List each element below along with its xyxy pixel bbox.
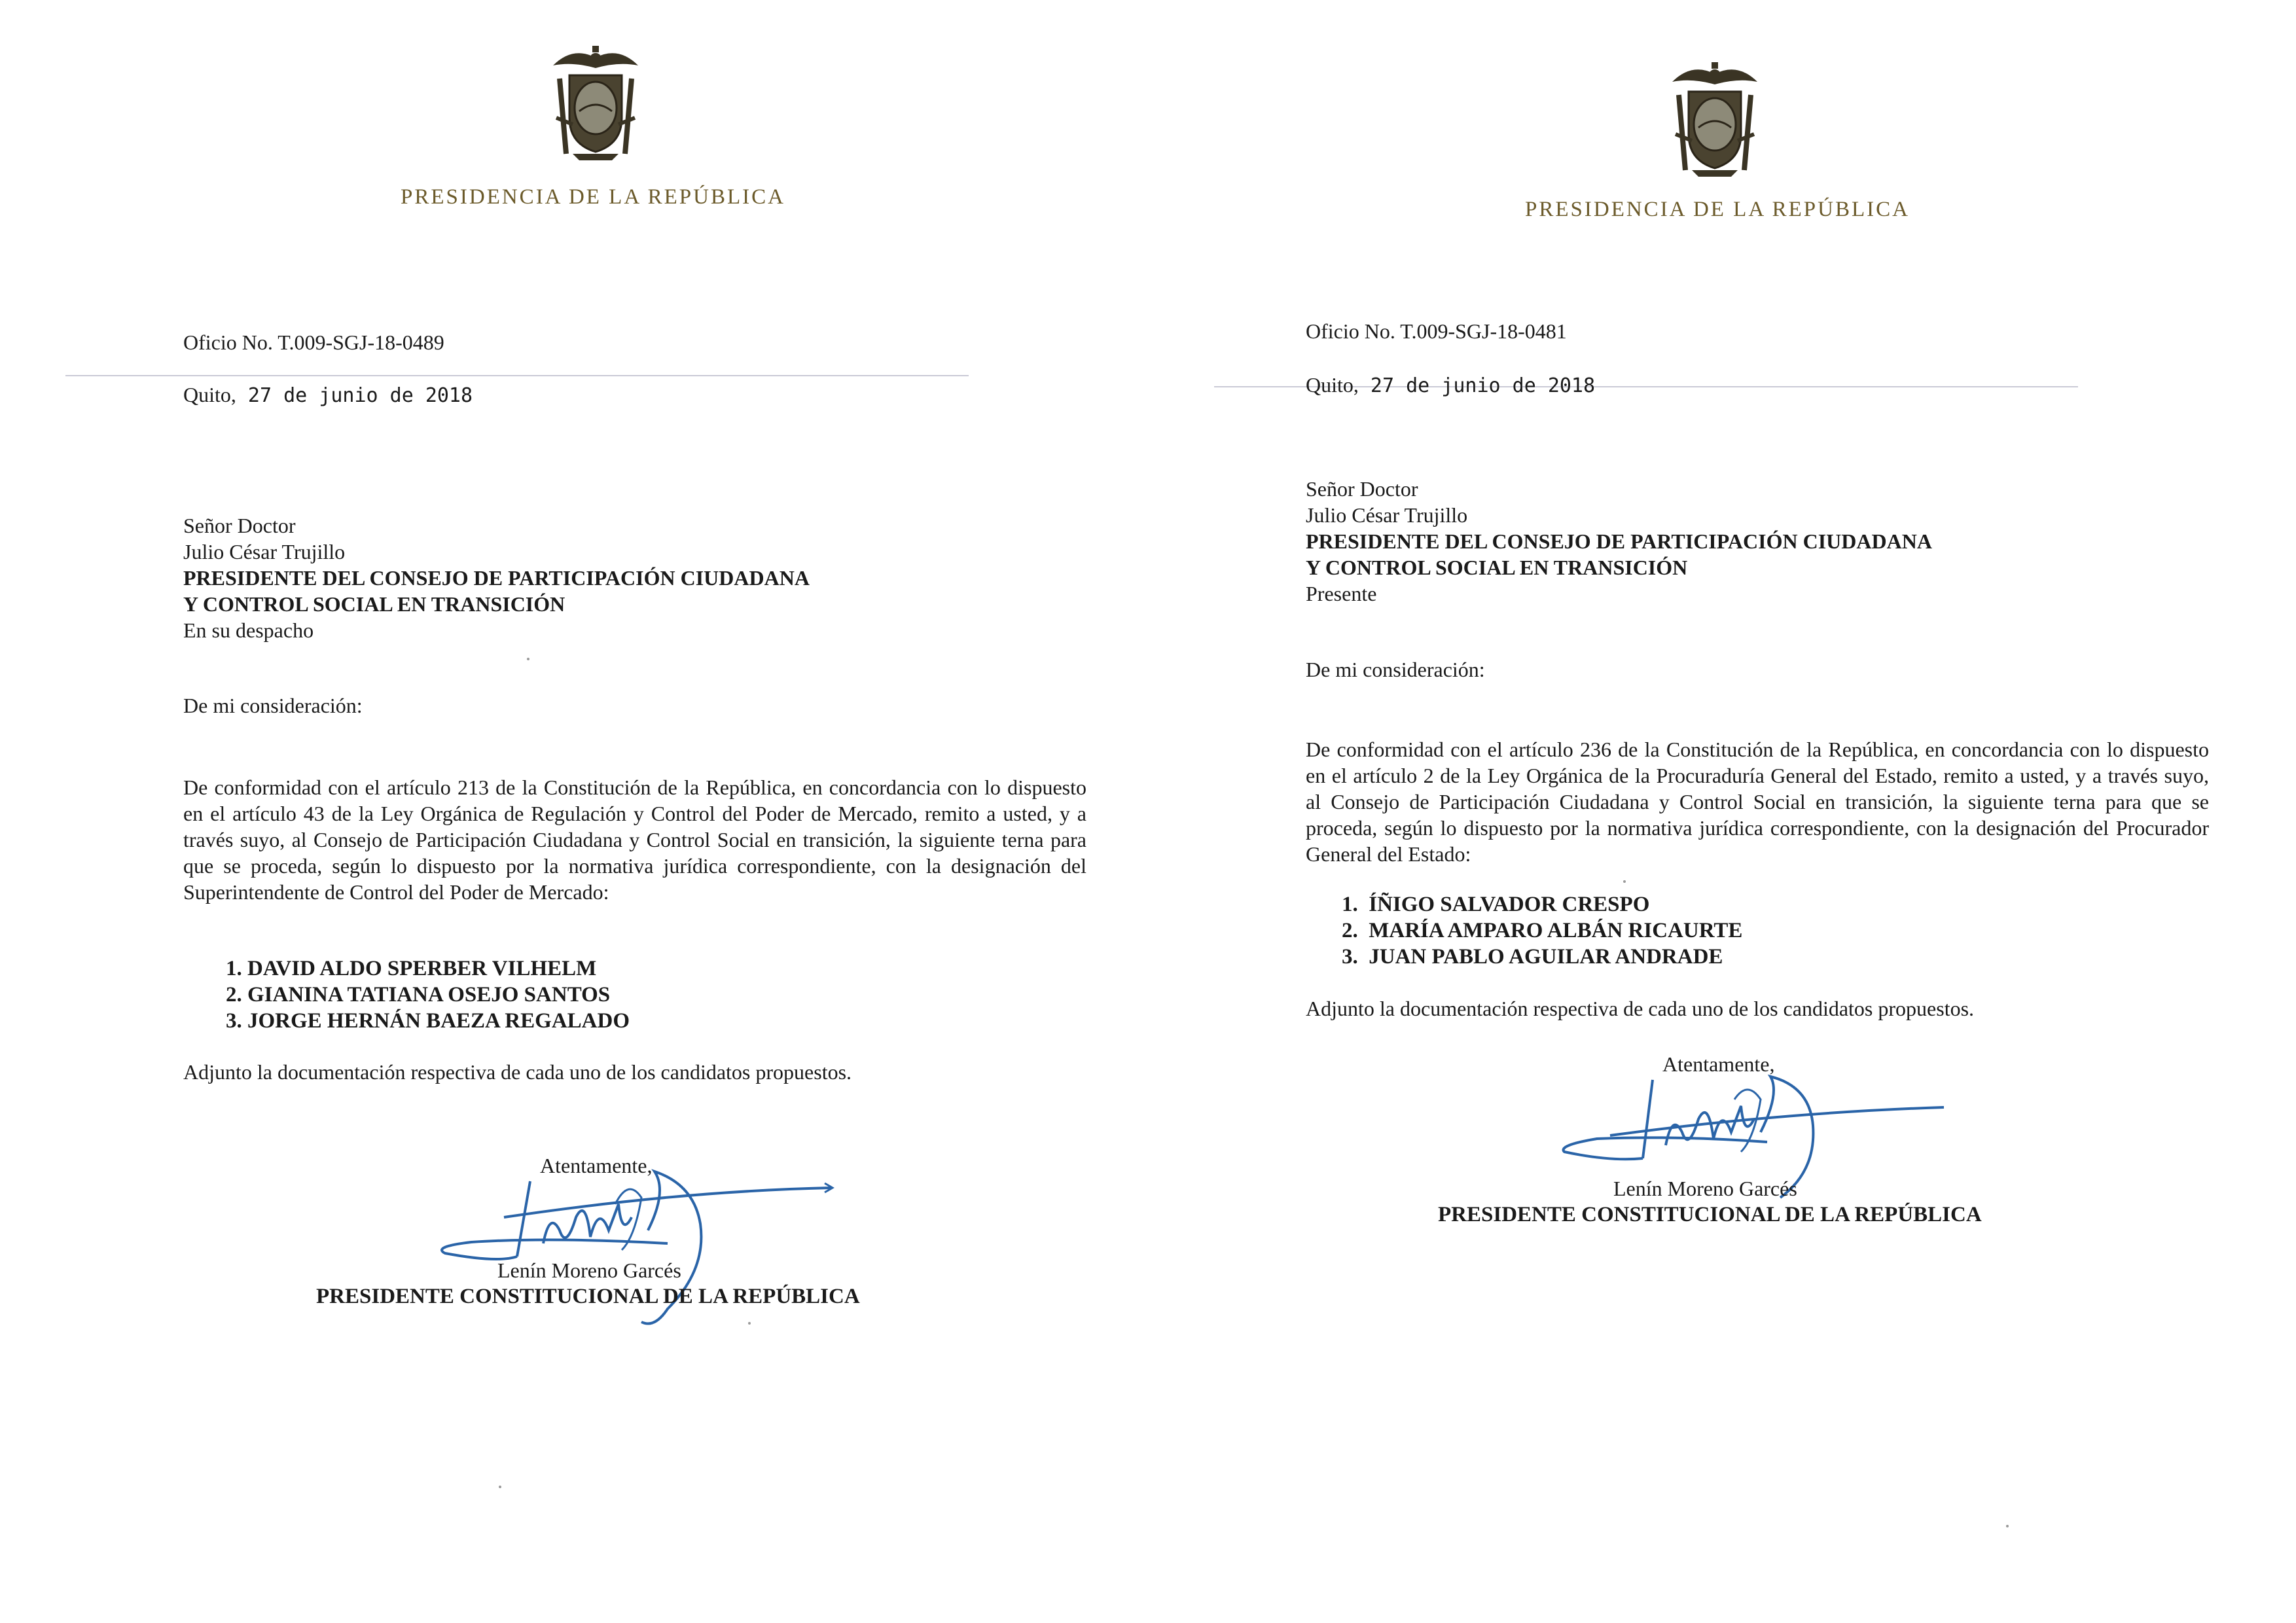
recipient-role-line2: Y CONTROL SOCIAL EN TRANSICIÓN (1306, 556, 1688, 579)
candidate-list (226, 955, 630, 1034)
date: 27 de junio de 2018 (247, 384, 473, 407)
recipient-name: Julio César Trujillo (1306, 503, 1468, 527)
closing: Atentamente, (540, 1154, 653, 1177)
list-item: 1. DAVID ALDO SPERBER VILHELM (226, 957, 597, 980)
list-item: 2. GIANINA TATIANA OSEJO SANTOS (226, 983, 611, 1007)
coat-of-arms-icon (547, 39, 645, 164)
signer-title: PRESIDENTE CONSTITUCIONAL DE LA REPÚBLICA (316, 1285, 860, 1308)
candidate-list (1342, 891, 1742, 970)
list-item: 1. ÍÑIGO SALVADOR CRESPO (1342, 893, 1650, 916)
recipient-location: En su despacho (183, 618, 314, 642)
date: 27 de junio de 2018 (1370, 374, 1596, 397)
reference-number: Oficio No. T.009-SGJ-18-0489 (183, 330, 444, 354)
divider (65, 375, 969, 376)
scan-speck (748, 1322, 751, 1325)
signer-name: Lenín Moreno Garcés (497, 1258, 681, 1282)
letter-right (1152, 0, 2209, 1623)
date-line (1306, 373, 1595, 397)
scan-speck (2006, 1525, 2009, 1527)
scan-speck (499, 1486, 501, 1488)
place: Quito, (1306, 373, 1359, 397)
letterhead: PRESIDENCIA DE LA REPÚBLICA (401, 185, 785, 209)
letterhead: PRESIDENCIA DE LA REPÚBLICA (1525, 198, 1910, 221)
place: Quito, (183, 383, 236, 406)
scan-speck (1623, 880, 1626, 883)
list-item: 3. JUAN PABLO AGUILAR ANDRADE (1342, 945, 1723, 969)
attachment-note: Adjunto la documentación respectiva de cada uno de los candidatos propuestos. (1306, 997, 1975, 1020)
body-paragraph: De conformidad con el artículo 213 de la Constitución de la República, en concordancia con lo dispuesto en el artículo 43 de la Ley Orgánica de Regulación y Control del Poder de Mercado, remito a usted, y a través suyo, al Consejo de Participación Ciudadana y Control Social en transición, la siguiente terna para que se proceda, según lo dispuesto por la normativa jurídica correspondiente, con la designación del Superintendente de Control del Poder de Mercado: (183, 776, 1086, 904)
closing: Atentamente, (1662, 1052, 1775, 1076)
reference-number: Oficio No. T.009-SGJ-18-0481 (1306, 319, 1567, 343)
salutation-title: Señor Doctor (183, 514, 296, 537)
recipient-block (183, 512, 810, 643)
recipient-location: Presente (1306, 582, 1377, 605)
greeting: De mi consideración: (183, 694, 363, 717)
recipient-name: Julio César Trujillo (183, 540, 346, 563)
body-paragraph: De conformidad con el artículo 236 de la Constitución de la República, en concordancia con lo dispuesto en el artículo 2 de la Ley Orgánica de la Procuraduría General del Estado, remito a usted, y a través suyo, al Consejo de Participación Ciudadana y Control Social en transición, la siguiente terna para que se proceda, según lo dispuesto por la normativa jurídica correspondiente, con la designación del Procurador General del Estado: (1306, 738, 2209, 866)
letter-left (65, 0, 1086, 1623)
greeting: De mi consideración: (1306, 658, 1485, 681)
scan-speck (527, 658, 529, 660)
attachment-note: Adjunto la documentación respectiva de cada uno de los candidatos propuestos. (183, 1060, 852, 1084)
recipient-block (1306, 476, 1932, 607)
signature (419, 1165, 838, 1335)
recipient-role-line1: PRESIDENTE DEL CONSEJO DE PARTICIPACIÓN CIUDADANA (183, 566, 810, 590)
coat-of-arms-icon (1666, 56, 1764, 180)
recipient-role-line1: PRESIDENTE DEL CONSEJO DE PARTICIPACIÓN CIUDADANA (1306, 529, 1932, 553)
signer-name: Lenín Moreno Garcés (1613, 1177, 1797, 1200)
salutation-title: Señor Doctor (1306, 477, 1418, 501)
signer-title: PRESIDENTE CONSTITUCIONAL DE LA REPÚBLICA (1438, 1203, 1982, 1226)
list-item: 2. MARÍA AMPARO ALBÁN RICAURTE (1342, 919, 1743, 942)
recipient-role-line2: Y CONTROL SOCIAL EN TRANSICIÓN (183, 592, 565, 616)
date-line (183, 383, 473, 407)
list-item: 3. JORGE HERNÁN BAEZA REGALADO (226, 1009, 630, 1033)
